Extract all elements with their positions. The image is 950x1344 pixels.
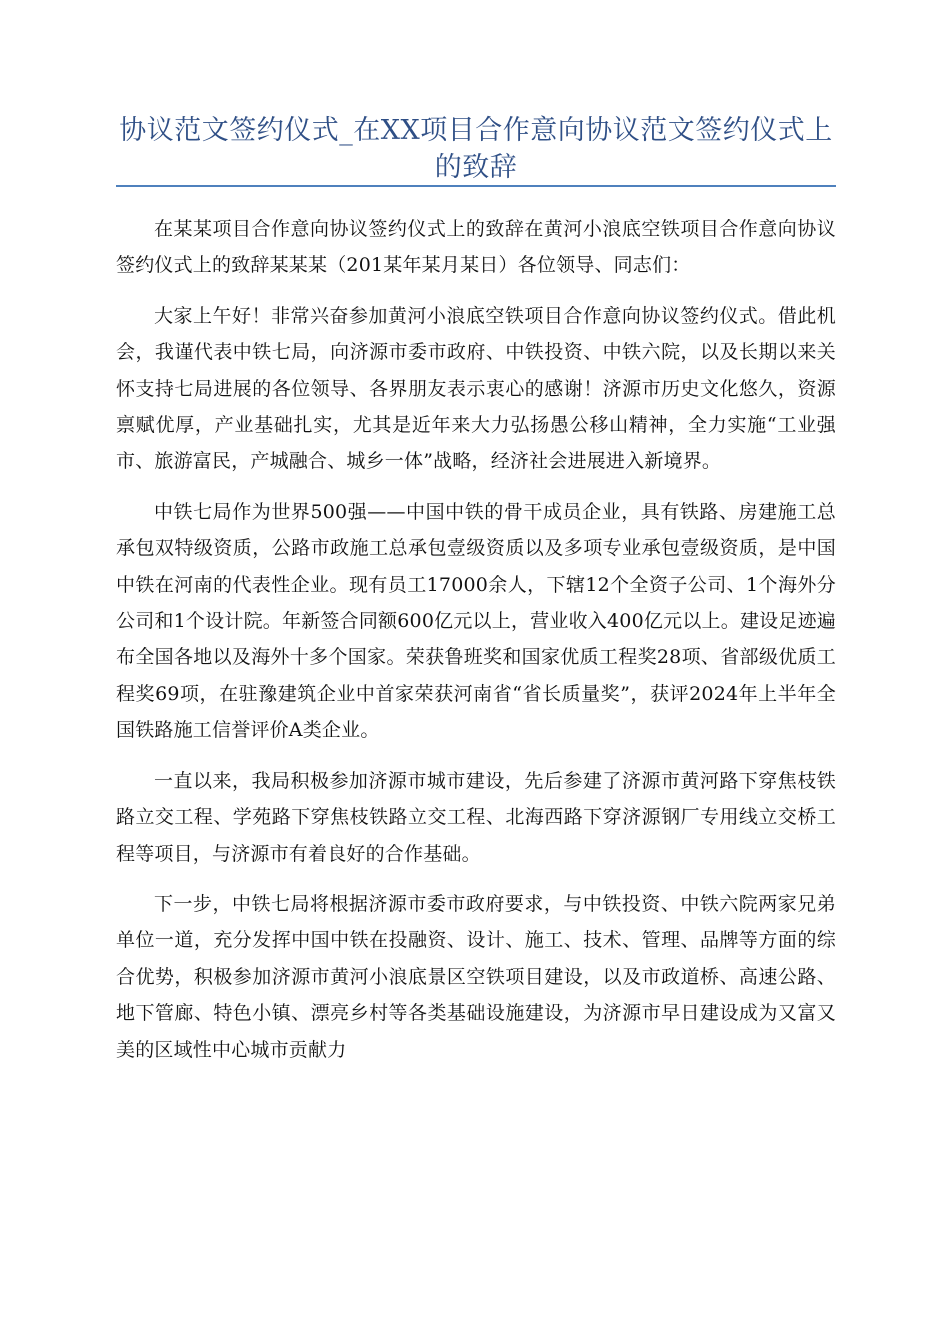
- document-body: [116, 211, 836, 1082]
- title-underline: [116, 185, 836, 187]
- document-title: 协议范文签约仪式_在XX项目合作意向协议范文签约仪式上的致辞: [119, 115, 833, 183]
- title-block: [116, 112, 836, 186]
- paragraph-cooperation-history: 一直以来，我局积极参加济源市城市建设，先后参建了济源市黄河路下穿焦枝铁路立交工程、学苑路下穿焦枝铁路立交工程、北海西路下穿济源钢厂专用线立交桥工程等项目，与济源市有着良好的合作基础。: [116, 769, 836, 865]
- paragraph-intro: 在某某项目合作意向协议签约仪式上的致辞在黄河小浪底空铁项目合作意向协议签约仪式上的致辞某某某（201某年某月某日）各位领导、同志们：: [116, 218, 836, 277]
- paragraph-company-profile: 中铁七局作为世界500强——中国中铁的骨干成员企业，具有铁路、房建施工总承包双特级资质，公路市政施工总承包壹级资质以及多项专业承包壹级资质，是中国中铁在河南的代表性企业。现有员工17000余人，下辖12个全资子公司、1个海外分公司和1个设计院。年新签合同额600亿元以上，营业收入400亿元以上。建设足迹遍布全国各地以及海外十多个国家。荣获鲁班奖和国家优质工程奖28项、省部级优质工程奖69项，在驻豫建筑企业中首家荣获河南省“省长质量奖”，获评2024年上半年全国铁路施工信誉评价A类企业。: [116, 500, 836, 742]
- paragraph-greeting: 大家上午好！非常兴奋参加黄河小浪底空铁项目合作意向协议签约仪式。借此机会，我谨代表中铁七局，向济源市委市政府、中铁投资、中铁六院，以及长期以来关怀支持七局进展的各位领导、各界朋友表示衷心的感谢！济源市历史文化悠久，资源禀赋优厚，产业基础扎实，尤其是近年来大力弘扬愚公移山精神，全力实施“工业强市、旅游富民，产城融合、城乡一体”战略，经济社会进展进入新境界。: [116, 304, 836, 473]
- paragraph-next-steps: 下一步，中铁七局将根据济源市委市政府要求，与中铁投资、中铁六院两家兄弟单位一道，充分发挥中国中铁在投融资、设计、施工、技术、管理、品牌等方面的综合优势，积极参加济源市黄河小浪底景区空铁项目建设，以及市政道桥、高速公路、地下管廊、特色小镇、漂亮乡村等各类基础设施建设，为济源市早日建设成为又富又美的区域性中心城市贡献力: [116, 892, 836, 1061]
